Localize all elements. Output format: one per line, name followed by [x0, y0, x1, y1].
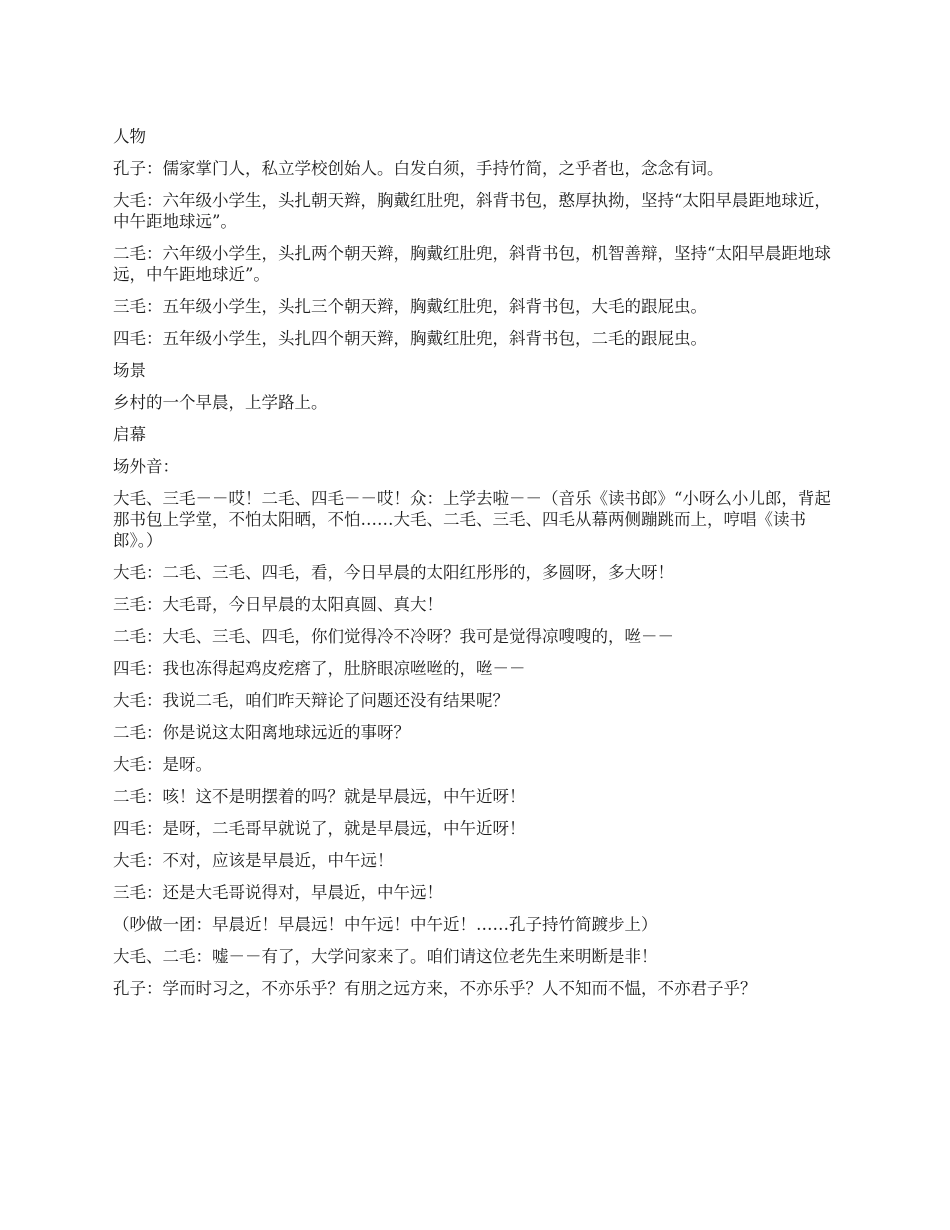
dialogue-line: 四毛：我也冻得起鸡皮疙瘩了，肚脐眼凉咝咝的，咝－－ — [113, 659, 526, 678]
document-page — [113, 126, 843, 1010]
dialogue-line: 大毛、三毛－－哎！二毛、四毛－－哎！众：上学去啦－－（音乐《读书郎》“小呀么小儿郎，背起那书包上学堂，不怕太阳晒，不怕……大毛、二毛、三毛、四毛从幕两侧蹦跳而上，哼唱《读书郎》。） — [113, 489, 831, 550]
dialogue-line: 二毛：大毛、三毛、四毛，你们觉得冷不冷呀？我可是觉得凉嗖嗖的，咝－－ — [113, 627, 674, 646]
dialogue-line: 二毛：咳！这不是明摆着的吗？就是早晨远，中午近呀！ — [113, 787, 526, 806]
heading-scene: 场景 — [113, 361, 146, 380]
character-sanmao: 三毛：五年级小学生，头扎三个朝天辫，胸戴红肚兜，斜背书包，大毛的跟屁虫。 — [113, 297, 707, 316]
dialogue-line: 孔子：学而时习之，不亦乐乎？有朋之远方来，不亦乐乎？人不知而不愠，不亦君子乎？ — [113, 979, 757, 998]
heading-characters: 人物 — [113, 127, 146, 146]
dialogue-line: 二毛：你是说这太阳离地球远近的事呀？ — [113, 723, 410, 742]
dialogue-line: 三毛：还是大毛哥说得对，早晨近，中午远！ — [113, 883, 443, 902]
character-damao: 大毛：六年级小学生，头扎朝天辫，胸戴红肚兜，斜背书包，憨厚执拗，坚持“太阳早晨距地球近，中午距地球远”。 — [113, 191, 831, 231]
dialogue-line: 四毛：是呀，二毛哥早就说了，就是早晨远，中午近呀！ — [113, 819, 526, 838]
dialogue-line: 大毛：是呀。 — [113, 755, 212, 774]
dialogue-line: 大毛：二毛、三毛、四毛，看，今日早晨的太阳红彤彤的，多圆呀，多大呀！ — [113, 563, 674, 582]
dialogue-line: 大毛：我说二毛，咱们昨天辩论了问题还没有结果呢？ — [113, 691, 509, 710]
dialogue-line: 大毛、二毛：嘘－－有了，大学问家来了。咱们请这位老先生来明断是非！ — [113, 947, 658, 966]
heading-curtain: 启幕 — [113, 425, 146, 444]
stage-direction: （吵做一团：早晨近！早晨远！中午远！中午近！……孔子持竹简踱步上） — [113, 915, 658, 934]
dialogue-line: 三毛：大毛哥，今日早晨的太阳真圆、真大！ — [113, 595, 443, 614]
character-confucius: 孔子：儒家掌门人，私立学校创始人。白发白须，手持竹简，之乎者也，念念有词。 — [113, 159, 724, 178]
character-ermao: 二毛：六年级小学生，头扎两个朝天辫，胸戴红肚兜，斜背书包，机智善辩，坚持“太阳早晨距地球远，中午距地球近”。 — [113, 244, 831, 284]
scene-description: 乡村的一个早晨，上学路上。 — [113, 393, 328, 412]
offstage-voice-label: 场外音： — [113, 457, 179, 476]
character-simao: 四毛：五年级小学生，头扎四个朝天辫，胸戴红肚兜，斜背书包，二毛的跟屁虫。 — [113, 329, 707, 348]
dialogue-line: 大毛：不对，应该是早晨近，中午远！ — [113, 851, 394, 870]
